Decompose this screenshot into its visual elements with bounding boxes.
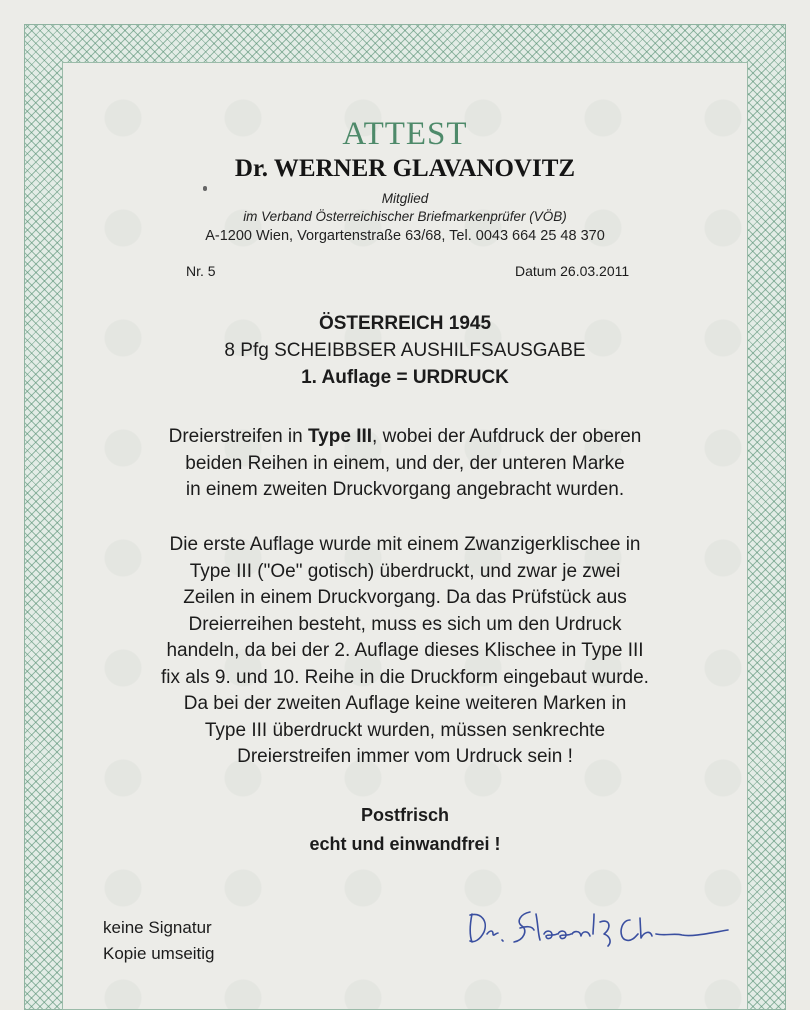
- condition-genuine: echt und einwandfrei !: [309, 834, 501, 854]
- paragraph-line: Da bei der zweiten Auflage keine weiteren Marken in: [183, 693, 627, 714]
- description-paragraph-1: [80, 424, 730, 504]
- paragraph-line: Type III ("Oe" gotisch) überdruckt, und zwar je zwei: [189, 560, 621, 582]
- note-copy-reverse: Kopie umseitig: [103, 944, 215, 963]
- paragraph-line: Type III überdruckt wurden, müssen senkrechte: [204, 719, 606, 741]
- heading-country-year: ÖSTERREICH 1945: [318, 313, 492, 334]
- attest-title: ATTEST: [342, 116, 468, 152]
- paragraph-line: Die erste Auflage wurde mit einem Zwanzigerklischee in: [169, 534, 641, 555]
- member-label: Mitglied: [381, 191, 429, 206]
- address-line: A-1200 Wien, Vorgartenstraße 63/68, Tel. 0043 664 25 48 370: [205, 228, 605, 244]
- text-segment: Dreierstreifen in: [168, 426, 308, 447]
- note-no-signature: keine Signatur: [103, 918, 212, 937]
- paragraph-line: Dreierstreifen immer vom Urdruck sein !: [237, 746, 573, 767]
- description-paragraph-2: [80, 532, 730, 771]
- paragraph-line: [80, 424, 730, 451]
- association-line: im Verband Österreichischer Briefmarkenprüfer (VÖB): [243, 209, 567, 224]
- paragraph-line: in einem zweiten Druckvorgang angebracht wurden.: [185, 479, 625, 500]
- heading-issue: 8 Pfg SCHEIBBSER AUSHILFSAUSGABE: [224, 340, 586, 361]
- handwritten-signature: [460, 900, 740, 960]
- certificate-date: Datum 26.03.2011: [515, 263, 630, 279]
- certificate-number: Nr. 5: [186, 263, 216, 279]
- text-segment: , wobei der Aufdruck der oberen: [372, 426, 642, 447]
- notes: [103, 915, 215, 967]
- paragraph-line: Dreierreihen besteht, muss es sich um den Urdruck: [188, 613, 622, 635]
- paragraph-line: fix als 9. und 10. Reihe in die Druckform eingebaut wurde.: [161, 666, 649, 688]
- paragraph-line: handeln, da bei der 2. Auflage dieses Klischee in Type III: [166, 640, 644, 661]
- condition-postfrisch: Postfrisch: [360, 805, 450, 825]
- examiner-name: Dr. WERNER GLAVANOVITZ: [234, 155, 576, 182]
- paragraph-line: Zeilen in einem Druckvorgang. Da das Prüfstück aus: [183, 587, 627, 608]
- heading-edition: 1. Auflage = URDRUCK: [301, 367, 509, 388]
- paragraph-line: beiden Reihen in einem, und der, der unteren Marke: [185, 452, 625, 474]
- stamp-heading: [0, 310, 810, 391]
- condition-statement: [0, 801, 810, 859]
- type-emphasis: Type III: [307, 426, 373, 447]
